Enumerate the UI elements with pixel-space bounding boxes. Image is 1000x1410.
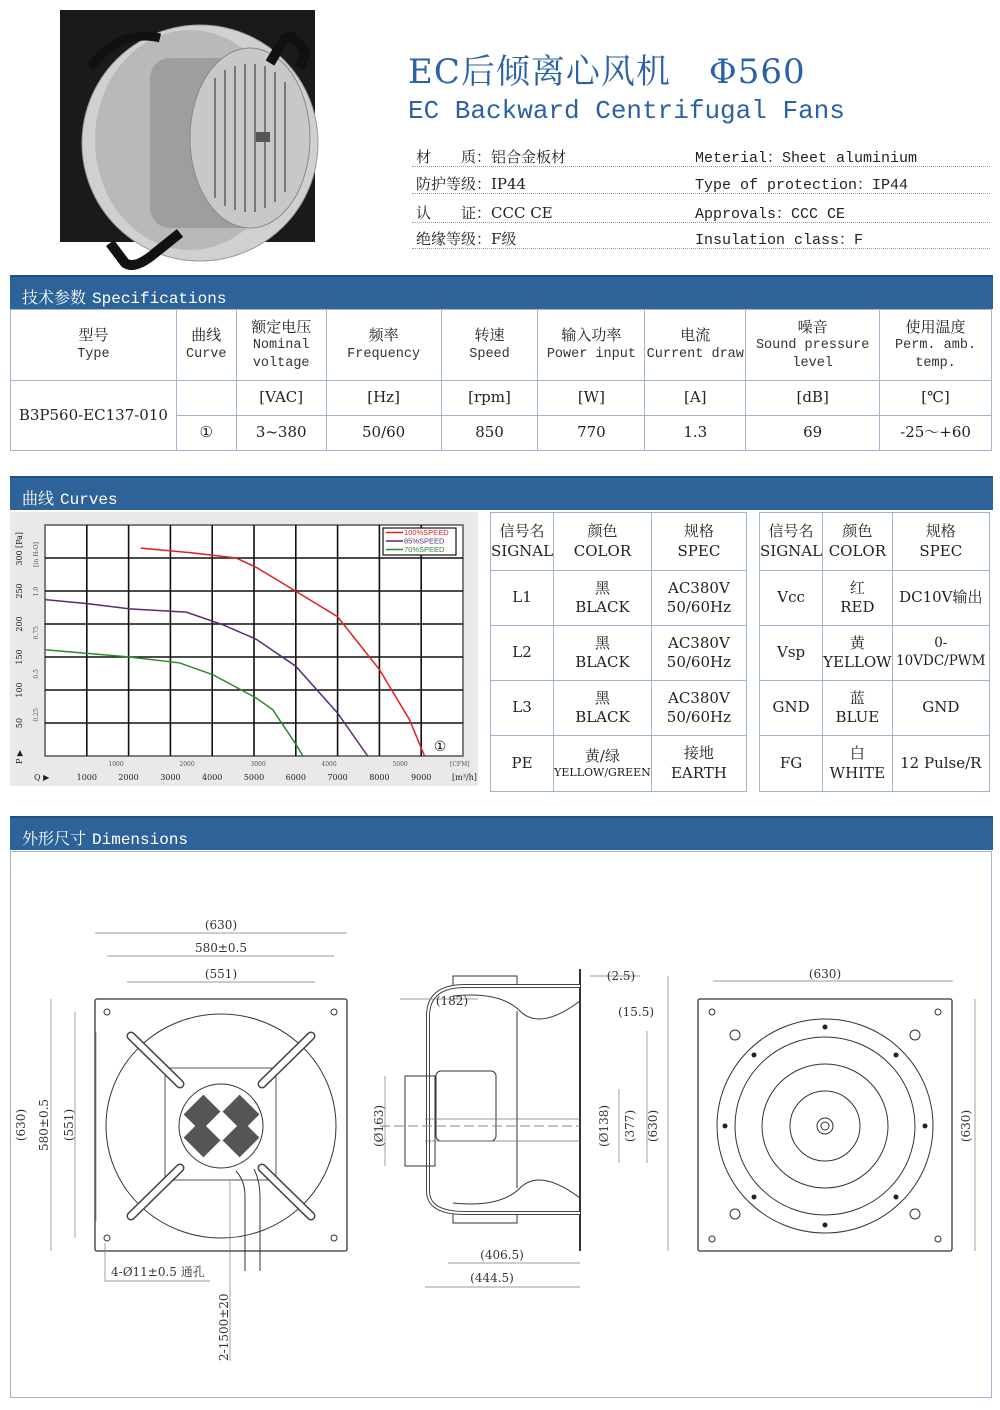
legend-label: 70%SPEED [404,545,445,554]
cfm-tick-label: 3000 [250,761,266,768]
property-row [412,167,990,194]
cfm-tick-label: 1000 [108,761,124,768]
spec-cell: AC380V 50/60Hz [651,681,746,736]
table-header-row [491,513,747,571]
unit-cell: [W] [538,381,645,416]
header-cell: 信号名 SIGNAL [491,513,554,571]
property-en: Type of protection：IP44 [695,177,909,194]
header-cell: 曲线 Curve [176,310,236,381]
value-cell: 770 [538,416,645,451]
property-en: Insulation class：F [695,232,864,249]
header-cell: 输入功率 Power input [538,310,645,381]
empty-cell [176,381,236,416]
spec-cell: GND [892,681,989,736]
y-axis-prefix: P ▶ [15,749,24,764]
header-cell: 信号名 SIGNAL [760,513,823,571]
cable-length: 2-1500±20 [217,1293,231,1361]
unit-cell: [dB] [746,381,880,416]
y-tick-label: 100 [15,682,24,698]
model-cell: B3P560-EC137-010 [11,381,177,451]
section-title-en: Specifications [92,290,227,308]
table-row [491,736,747,792]
table-row [491,571,747,626]
inh2o-tick-label: 0.5 [33,669,40,679]
header-cell: 额定电压 Nominal voltage [236,310,326,381]
curves-header [10,476,993,510]
curve-marker: ① [433,739,447,755]
dim-back-height: (630) [959,1109,973,1143]
table-header-row [760,513,990,571]
y-tick-label: 150 [15,649,24,665]
product-title-cn [408,44,806,93]
x2-axis-label: [CFM] [450,761,470,768]
property-en: Approvals：CCC CE [695,206,846,223]
dim-side-163: (Ø163) [372,1104,386,1148]
header-cell: 频率 Frequency [326,310,441,381]
legend-label: 100%SPEED [404,528,449,537]
color-cell: 黄/绿 YELLOW/GREEN [554,736,652,792]
header-cell: 型号 Type [11,310,177,381]
inh2o-tick-label: 0.75 [33,626,40,640]
y2-axis-label: [in H₂O] [33,542,40,567]
title-cn-text: EC后倾离心风机 [408,52,671,92]
x-tick-label: 1000 [76,773,97,782]
color-cell: 红 RED [823,571,893,626]
x-axis-prefix: Q ▶ [34,773,50,782]
dim-side-444-5: (444.5) [470,1271,514,1285]
inh2o-tick-label: 0.25 [33,708,40,722]
table-row [760,681,990,736]
header-cell: 颜色 COLOR [554,513,652,571]
dim-side-377: (377) [623,1109,637,1143]
signal-cell: L1 [491,571,554,626]
spec-cell: DC10V输出 [892,571,989,626]
dim-side-406-5: (406.5) [480,1248,524,1262]
table-row [491,626,747,681]
title-size: Φ560 [708,52,806,92]
value-cell: 69 [746,416,880,451]
color-cell: 白 WHITE [823,736,893,792]
table-row [491,681,747,736]
dim-front-guard: (551) [204,967,238,981]
unit-cell: [A] [645,381,746,416]
unit-cell: [VAC] [236,381,326,416]
y-axis-label: [Pa] [15,532,24,549]
back-view-drawing [698,999,952,1251]
dimension-drawings [0,851,1000,1398]
specifications-header [10,275,993,309]
legend-label: 85%SPEED [404,536,445,546]
property-cn: 材 质：铝合金板材 [416,148,567,166]
product-photo [50,8,325,270]
dim-side-15-5: (15.5) [617,1005,655,1019]
wiring-table-right [759,512,990,792]
dim-side-138: (Ø138) [597,1104,611,1148]
unit-cell: [℃] [880,381,992,416]
x-tick-label: 9000 [411,773,432,782]
color-cell: 蓝 BLUE [823,681,893,736]
color-cell: 黑 BLACK [554,681,652,736]
y-tick-label: 300 [15,550,24,566]
spec-cell: 0-10VDC/PWM [892,626,989,681]
signal-cell: Vcc [760,571,823,626]
value-cell: 3~380 [236,416,326,451]
spec-cell: 接地 EARTH [651,736,746,792]
dimensions-header [10,816,993,850]
hole-note: 4-Ø11±0.5 通孔 [111,1265,205,1279]
dim-front-overall-width: (630) [204,918,238,932]
header-cell: 使用温度 Perm. amb. temp. [880,310,992,381]
property-en: Meterial：Sheet aluminium [695,150,918,167]
signal-cell: GND [760,681,823,736]
y-tick-label: 250 [15,583,24,599]
table-row [760,626,990,681]
spec-cell: AC380V 50/60Hz [651,571,746,626]
unit-cell: [rpm] [441,381,538,416]
y-tick-label: 200 [15,616,24,632]
dim-front-overall-height: (630) [14,1108,28,1142]
property-row [412,140,990,167]
color-cell: 黑 BLACK [554,626,652,681]
chart-svg [10,512,478,786]
value-cell: 850 [441,416,538,451]
section-title-cn: 曲线 [22,489,55,508]
cfm-tick-label: 2000 [179,761,195,768]
header-cell: 颜色 COLOR [823,513,893,571]
dim-front-guard-v: (551) [62,1108,76,1142]
x-tick-label: 3000 [160,773,181,782]
signal-cell: L3 [491,681,554,736]
value-cell: 1.3 [645,416,746,451]
x-tick-label: 8000 [369,773,390,782]
header-cell: 电流 Current draw [645,310,746,381]
dim-side-182: (182) [435,994,469,1008]
inh2o-tick-label: 1.0 [33,586,40,597]
signal-cell: PE [491,736,554,792]
property-row [412,196,990,223]
x-tick-label: 5000 [243,773,265,782]
dim-front-hole-spacing-v: 580±0.5 [37,1098,51,1152]
x-tick-label: 6000 [285,773,306,782]
wiring-table-left [490,512,747,792]
dim-back-width: (630) [808,967,842,981]
x-tick-label: 7000 [327,773,348,782]
cfm-tick-label: 5000 [392,761,408,768]
section-title-cn: 技术参数 [22,288,87,307]
signal-cell: L2 [491,626,554,681]
signal-cell: Vsp [760,626,823,681]
value-cell: -25～+60 [880,416,992,451]
section-title-en: Curves [60,491,118,509]
curve-cell: ① [176,416,236,451]
units-row [11,381,992,416]
unit-cell: [Hz] [326,381,441,416]
specifications-table [10,309,992,451]
cfm-tick-label: 4000 [321,761,337,768]
color-cell: 黑 BLACK [554,571,652,626]
section-title-cn: 外形尺寸 [22,829,87,848]
x-tick-label: 4000 [202,773,223,782]
property-row [412,222,990,249]
table-header-row [11,310,992,381]
dim-front-hole-spacing: 580±0.5 [194,941,248,955]
header-cell: 转速 Speed [441,310,538,381]
front-view-drawing [51,933,347,1361]
value-cell: 50/60 [326,416,441,451]
header-cell: 规格 SPEC [892,513,989,571]
table-row [760,736,990,792]
property-cn: 防护等级：IP44 [416,175,527,193]
dim-side-630: (630) [646,1109,660,1143]
spec-cell: AC380V 50/60Hz [651,626,746,681]
signal-cell: FG [760,736,823,792]
spec-cell: 12 Pulse/R [892,736,989,792]
section-title-en: Dimensions [92,831,189,849]
performance-chart [10,512,478,786]
x-tick-label: 2000 [118,773,139,782]
y-tick-label: 50 [15,717,24,729]
table-row [760,571,990,626]
color-cell: 黄 YELLOW [823,626,893,681]
header-cell: 噪音 Sound pressure level [746,310,880,381]
dim-side-2-5: (2.5) [606,969,636,983]
x-axis-label: [m³/h] [452,773,477,782]
property-cn: 认 证：CCC CE [416,204,553,222]
product-title-en: EC Backward Centrifugal Fans [408,96,845,126]
property-cn: 绝缘等级：F级 [416,230,517,248]
header-cell: 规格 SPEC [651,513,746,571]
